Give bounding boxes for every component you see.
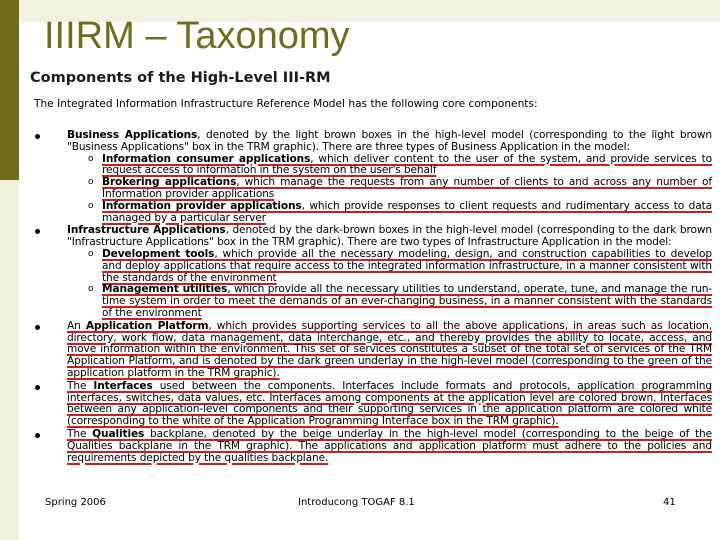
slide-title: IIIRM – Taxonomy	[44, 15, 350, 57]
description: , denoted by the light brown boxes in the high-level model (corresponding to the light brown "Business Applications" box in the TRM graphic). There are three types of Business Application in the model:	[67, 129, 713, 153]
footer-title: Introducong TOGAF 8.1	[298, 497, 415, 508]
prefix: An	[67, 319, 86, 332]
sub-item-underlined	[102, 283, 712, 319]
term: Information provider applications	[102, 199, 302, 212]
term: Application Platform	[85, 319, 209, 332]
sub-item	[67, 201, 712, 225]
term: Information consumer applications	[102, 152, 311, 165]
description: , which manage the requests from any number of clients to and across any number of Information provider applications	[102, 176, 712, 200]
description: , which provide all the necessary utilities to understand, operate, tune, and manage the run-time system in order to meet the demands of an ever-changing business, in a manner consistent with the standards of the environment	[102, 283, 713, 319]
left-decor-bar	[0, 0, 19, 540]
description: backplane, denoted by the beige underlay in the high-level model (corresponding to the beige of the Qualities backplane in the TRM graphic). The applications and application platform must adhere to the policies and requirements depicted by the qualities backplane.	[67, 427, 713, 464]
component-infrastructure-applications	[30, 225, 712, 319]
page-number: 41	[663, 497, 676, 508]
sub-item-underlined	[102, 248, 712, 284]
term: Development tools	[102, 247, 215, 260]
component-qualities	[30, 429, 712, 464]
description: , denoted by the dark-brown boxes in the high-level model (corresponding to the dark brown "Infrastructure Applications" box in the TRM graphic). There are two types of Infrastructure Application in the model:	[67, 224, 713, 249]
description: used between the components. Interfaces include formats and protocols, application programming interfaces, switches, data values, etc. Interfaces among components at the application level are colored brown. Interfaces between any application-level components and their supporting services in the application platform are colored white (corresponding to the white of the Application Programming Interface box in the TRM graphic).	[67, 379, 712, 428]
sub-item-underlined	[102, 176, 712, 200]
term: Business Applications	[67, 129, 198, 141]
description: , which provide responses to client requests and rudimentary access to data managed by a particular server	[102, 199, 712, 224]
term: Brokering applications	[102, 176, 237, 189]
sub-item-underlined	[102, 200, 712, 224]
term: Infrastructure Applications	[67, 224, 226, 237]
prefix: The	[67, 379, 94, 392]
sub-item-underlined	[102, 153, 712, 177]
sub-list	[67, 249, 712, 320]
prefix: The	[67, 427, 93, 440]
sub-item	[67, 177, 712, 201]
component-interfaces	[30, 381, 712, 428]
left-decor-bar-dark	[0, 0, 19, 180]
term: Management utilities	[102, 283, 228, 296]
sub-list	[67, 154, 712, 225]
sub-item	[67, 154, 712, 178]
component-business-applications	[30, 130, 712, 224]
document-excerpt	[30, 68, 712, 488]
term: Interfaces	[93, 379, 153, 392]
item-underlined	[67, 320, 712, 379]
sub-item	[67, 249, 712, 284]
doc-intro: The Integrated Information Infrastructure Reference Model has the following core components:	[34, 98, 538, 110]
item-underlined	[67, 380, 712, 427]
term: Qualities	[92, 427, 145, 440]
description: , which provides supporting services to all the above applications, in areas such as location, directory, work flow, data management, data interchange, etc., and thereby provides the ability to locate, access, and move information within the environment. This set of services constitutes a subset of the total set of services of the TRM Application Platform, and is denoted by the dark green underlay in the high-level model (corresponding to the green of the application platform in the TRM graphic).	[67, 319, 713, 379]
component-list	[30, 130, 712, 464]
description: , which provide all the necessary modeling, design, and construction capabilities to develop and deploy applications that require access to the integrated information infrastructure, in a manner consistent with the standards of the environment	[102, 247, 712, 284]
item-underlined	[67, 428, 712, 464]
sub-item	[67, 284, 712, 319]
component-application-platform	[30, 321, 712, 380]
footer-date: Spring 2006	[45, 497, 106, 508]
doc-heading: Components of the High-Level III-RM	[30, 70, 331, 86]
description: , which deliver content to the user of the system, and provide services to request access to information in the system on the user's behalf	[102, 152, 712, 177]
